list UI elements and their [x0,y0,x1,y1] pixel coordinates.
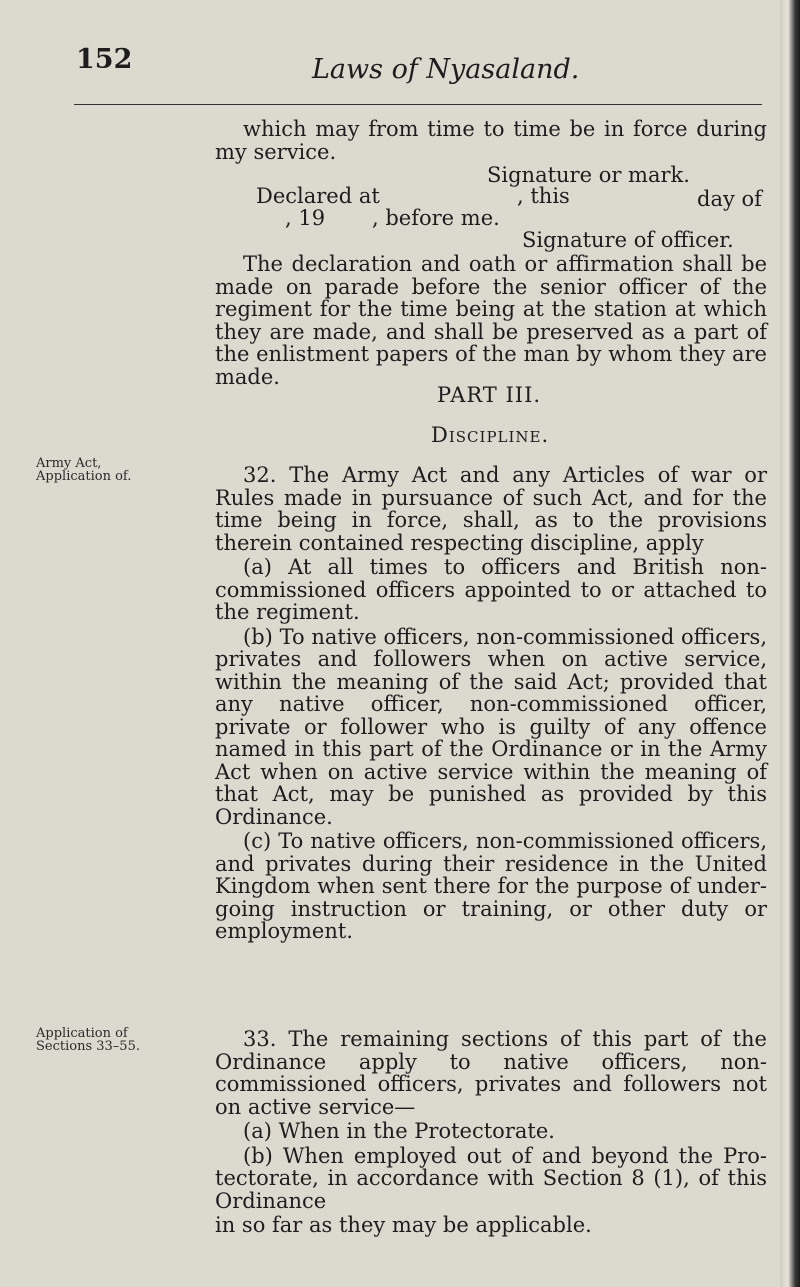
margin-note-sections [36,1027,196,1053]
section-33-tail: in so far as they may be applicable. [215,1213,592,1237]
margin-note-line: Sections 33–55. [36,1039,140,1054]
opening-block [215,118,767,163]
declaration-paragraph: The declaration and oath or affirmation shall be made on parade before the senior officer of the regiment for the time being at the station at which they are made, and shall be preserved as a part of the enlistment papers of the man by whom they are made. [215,252,767,389]
declared-at: Declared at [256,184,380,208]
before-me: , before me. [372,206,500,230]
section-33-a: (a) When in the Protectorate. [243,1119,555,1143]
part-subtitle: Discipline. [431,423,550,447]
day-of-label: day of [697,187,762,211]
section-32-intro: 32. The Army Act and any Articles of war or Rules made in pursuance of such Act, and for the time being in force, shall, as to the provisions therein contained respecting discipline, apply [215,463,767,555]
running-title: Laws of Nyasaland. [312,54,580,85]
section-32 [215,464,767,943]
opening-text: which may from time to time be in force during my service. [215,117,767,164]
declaration-block [215,253,767,388]
page-number: 152 [76,44,133,75]
header-rule [74,104,762,105]
part-title: PART III. [437,383,542,407]
section-33-intro: 33. The remaining sections of this part of the Ordinance apply to native officers, non-commissioned officers, privates and followers not on active service— [215,1027,767,1119]
section-32-c: (c) To native officers, non-commissioned officers, and privates during their residence in the United Kingdom when sent there for the purpose of undergoing instruction or training, or other duty or employment. [215,829,767,943]
signature-of-officer: Signature of officer. [522,228,734,252]
margin-note-army-act [36,457,196,483]
book-edge [780,0,800,1287]
section-33-b: (b) When employed out of and beyond the Protectorate, in accordance with Section 8 (1), of this Ordinance [215,1143,767,1213]
margin-note-line: Application of. [36,469,132,484]
section-32-b: (b) To native officers, non-commissioned officers, privates and followers when on active service, within the meaning of the said Act; provided that any native officer, non-commissioned officer, private or follower who is guilty of any offence named in this part of the Ordinance or in the Army Act when on active service within the meaning of that Act, may be punished as provided by this Ordinance. [215,624,767,829]
signature-or-mark: Signature or mark. [487,163,690,187]
year-label: , 19 [285,206,326,230]
this-label: , this [517,184,570,208]
margin-note-line: Application of [36,1026,128,1041]
section-32-a: (a) At all times to officers and British non-commissioned officers appointed to or attached to the regiment. [215,555,767,624]
margin-note-line: Army Act, [36,456,102,471]
section-33 [215,1028,767,1237]
